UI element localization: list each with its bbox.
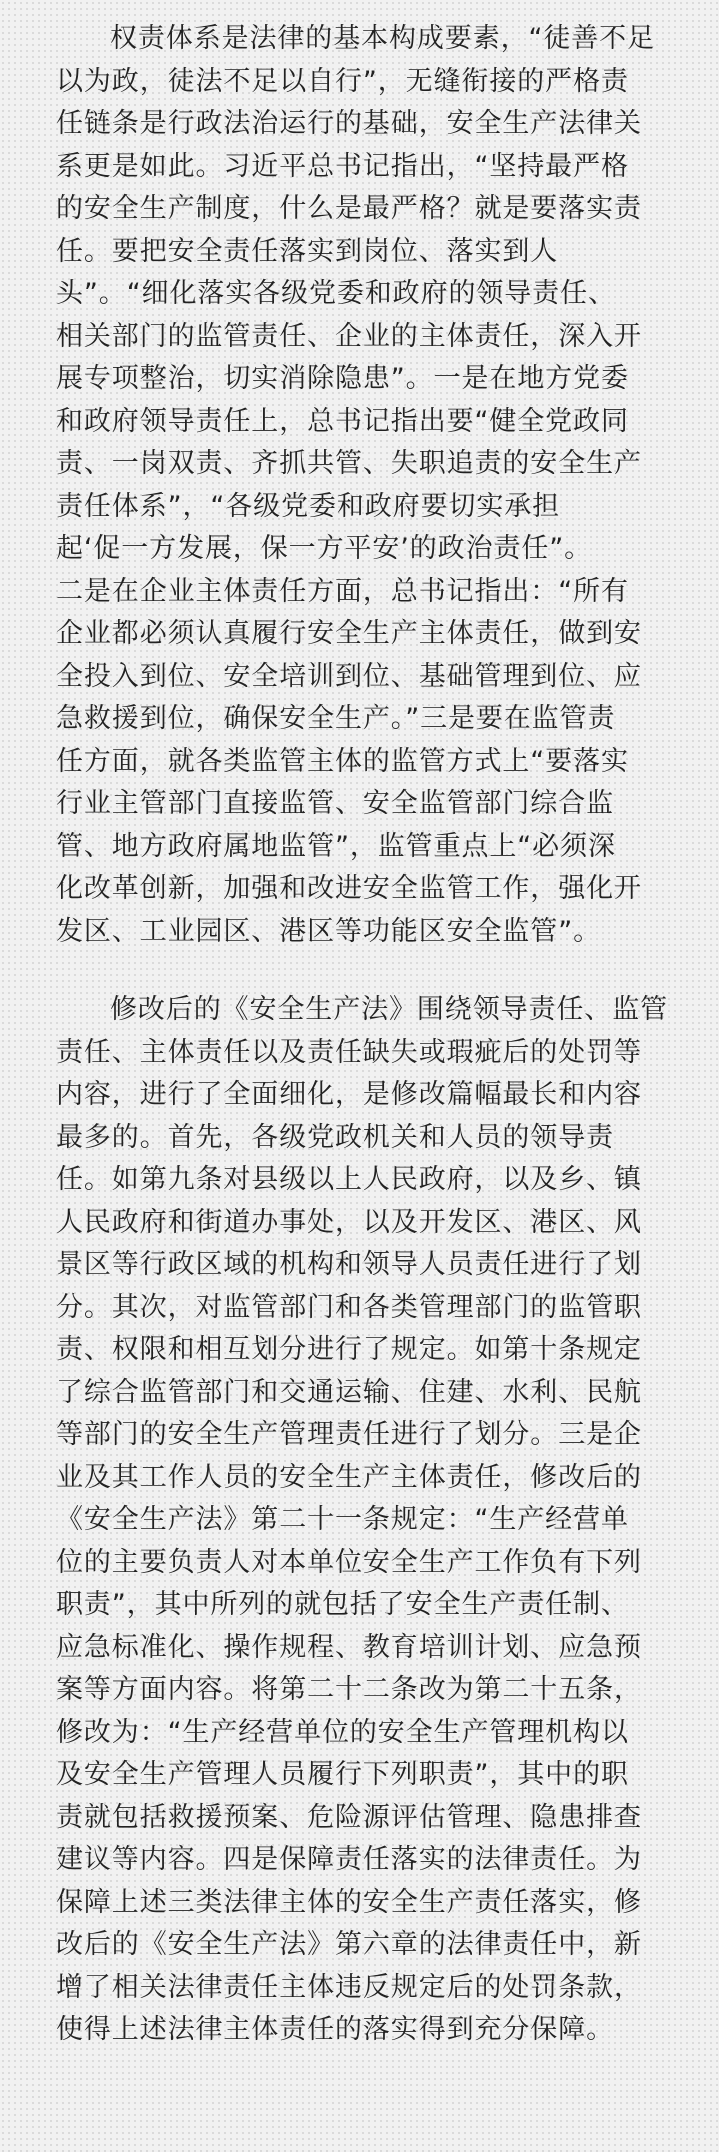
text-line: 任。如第九条对县级以上人民政府，以及乡、镇 [56, 1164, 642, 1195]
text-line: 任链条是行政法治运行的基础，安全生产法律关 [56, 108, 642, 139]
text-line: 最多的。首先，各级党政机关和人员的领导责 [56, 1121, 614, 1153]
text-line: 应急标准化、操作规程、教育培训计划、应急预 [56, 1631, 642, 1663]
text-line: 责就包括救援预案、危险源评估管理、隐患排查 [56, 1801, 642, 1833]
text-line: 景区等行政区域的机构和领导人员责任进行了划 [56, 1249, 642, 1280]
text-line: 修改后的《安全生产法》围绕领导责任、监管 [110, 994, 668, 1025]
text-line: 位的主要负责人对本单位安全生产工作负有下列 [56, 1546, 642, 1578]
text-line: 起‘促一方发展，保一方平安’的政治责任”。 [56, 533, 593, 564]
paragraph-1 [56, 18, 675, 953]
text-line: 责任体系”，“各级党委和政府要切实承担 [56, 490, 561, 522]
text-line: 职责”，其中所列的就包括了安全生产责任制、 [56, 1589, 629, 1620]
text-line: 修改为：“生产经营单位的安全生产管理机构以 [56, 1716, 629, 1748]
text-line: 责任、主体责任以及责任缺失或瑕疵后的处罚等 [56, 1036, 642, 1068]
text-line: 增了相关法律责任主体违反规定后的处罚条款， [56, 1971, 642, 2003]
text-line: 任。要把安全责任落实到岗位、落实到人 [56, 235, 559, 267]
text-line: 化改革创新，加强和改进安全监管工作，强化开 [56, 873, 642, 904]
text-line: 人民政府和街道办事处，以及开发区、港区、风 [56, 1206, 642, 1238]
text-line: 展专项整治，切实消除隐患”。一是在地方党委 [56, 363, 629, 394]
text-line: 内容，进行了全面细化，是修改篇幅最长和内容 [56, 1079, 642, 1110]
text-line: 使得上述法律主体责任的落实得到充分保障。 [56, 2014, 614, 2045]
text-line: 改后的《安全生产法》第六章的法律责任中，新 [56, 1929, 642, 1960]
text-line: 头”。“细化落实各级党委和政府的领导责任、 [56, 278, 616, 309]
text-line: 的安全生产制度，什么是最严格？就是要落实责 [56, 193, 642, 224]
text-line: 任方面，就各类监管主体的监管方式上“要落实 [56, 745, 629, 777]
text-line: 行业主管部门直接监管、安全监管部门综合监 [56, 788, 614, 819]
text-line: 《安全生产法》第二十一条规定：“生产经营单 [56, 1504, 629, 1535]
text-line: 和政府领导责任上，总书记指出要“健全党政同 [56, 405, 629, 437]
text-line: 系更是如此。习近平总书记指出，“坚持最严格 [56, 150, 629, 182]
text-line: 发区、工业园区、港区等功能区安全监管”。 [56, 915, 601, 947]
text-line: 等部门的安全生产管理责任进行了划分。三是企 [56, 1419, 642, 1450]
text-line: 案等方面内容。将第二十二条改为第二十五条， [56, 1674, 642, 1705]
text-line: 全投入到位、安全培训到位、基础管理到位、应 [56, 660, 642, 692]
text-line: 急救援到位，确保安全生产。”三是要在监管责 [56, 703, 616, 734]
text-line: 责、一岗双责、齐抓共管、失职追责的安全生产 [56, 448, 642, 479]
text-line: 业及其工作人员的安全生产主体责任，修改后的 [56, 1461, 642, 1493]
text-line: 企业都必须认真履行安全生产主体责任，做到安 [56, 618, 642, 649]
text-line: 分。其次，对监管部门和各类管理部门的监管职 [56, 1291, 642, 1323]
text-line: 管、地方政府属地监管”，监管重点上“必须深 [56, 830, 616, 862]
text-line: 责、权限和相互划分进行了规定。如第十条规定 [56, 1334, 642, 1365]
text-line: 相关部门的监管责任、企业的主体责任，深入开 [56, 320, 642, 352]
text-line: 以为政，徒法不足以自行”，无缝衔接的严格责 [56, 65, 629, 97]
text-line: 权责体系是法律的基本构成要素，“徒善不足 [110, 23, 655, 54]
paragraph-2 [56, 989, 675, 2052]
text-line: 了综合监管部门和交通运输、住建、水利、民航 [56, 1376, 642, 1408]
text-line: 建议等内容。四是保障责任落实的法律责任。为 [56, 1844, 642, 1875]
text-line: 及安全生产管理人员履行下列职责”，其中的职 [56, 1759, 629, 1790]
text-line: 二是在企业主体责任方面，总书记指出：“所有 [56, 575, 629, 607]
text-line: 保障上述三类法律主体的安全生产责任落实，修 [56, 1886, 642, 1918]
